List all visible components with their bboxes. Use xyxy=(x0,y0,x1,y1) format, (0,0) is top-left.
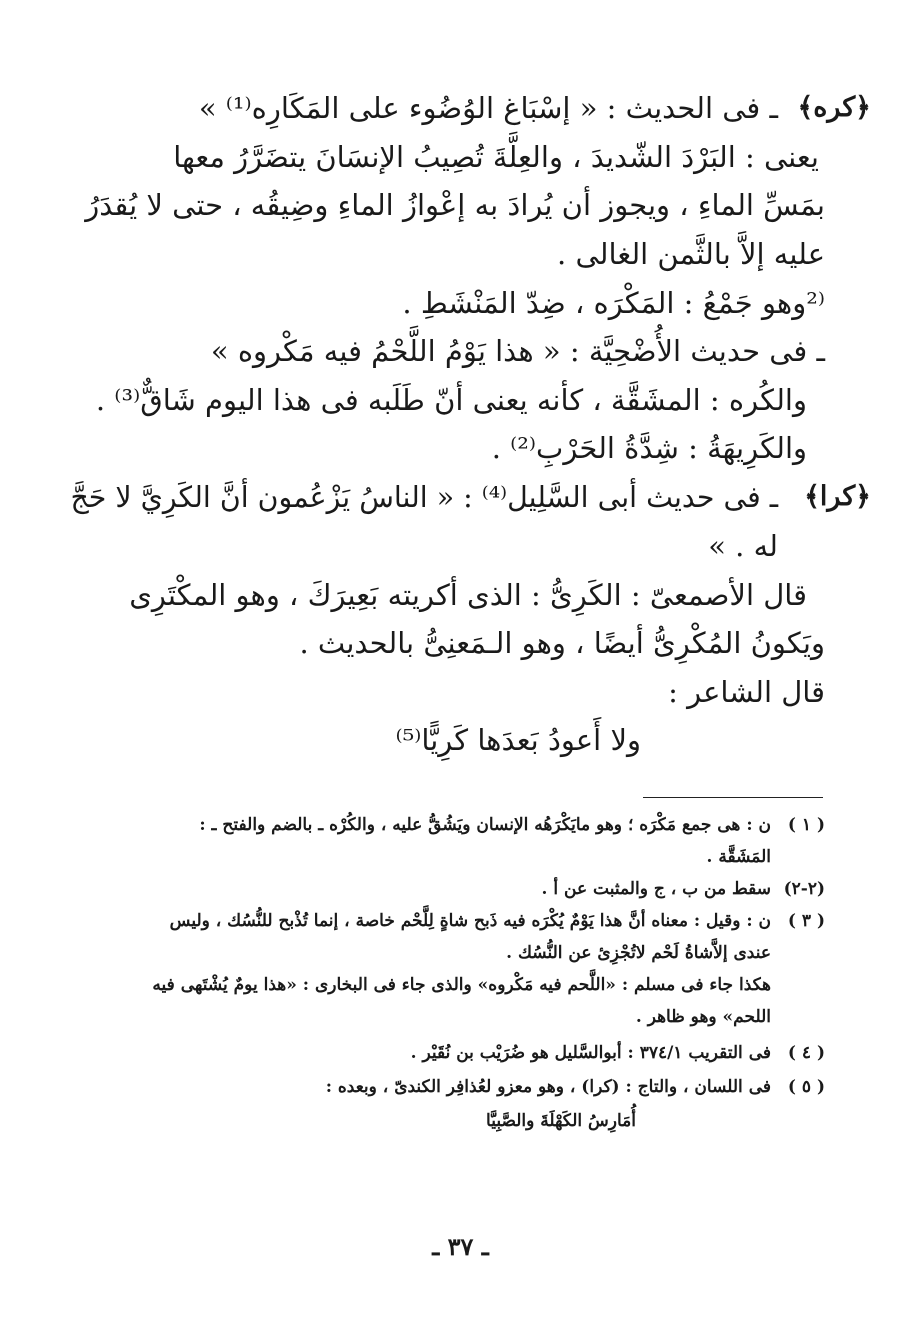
footnote-line: ن : هى جمع مَكْرَه ؛ وهو مايَكْرَهُه الإنسان ويَشُقُّ عليه ، والكُرْه ـ بالضم والفتح ـ : xyxy=(199,815,771,835)
footnote-number: ( ٣ ) xyxy=(787,911,825,931)
text-line: له . » xyxy=(708,529,778,563)
text-line: والكَرِيهَةُ : شِدَّةُ الحَرْبِ⁽²⁾ . xyxy=(491,431,807,465)
text-line: قال الأصمعىّ : الكَرِىُّ : الذى أكريته بَعِيرَكَ ، وهو المكْتَرِى xyxy=(129,578,807,612)
footnote-verse: أُمَارِسُ الكَهْلَةَ والصَّبِيَّا xyxy=(486,1111,636,1131)
footnote-number: ( ٤ ) xyxy=(787,1043,825,1063)
headword-kareh: ﴿كره﴾ xyxy=(797,92,871,123)
footnote-line: ن : وقيل : معناه أنَّ هذا يَوْمٌ يُكْرَه فيه ذَبح شاةٍ لِلَّحْم خاصة ، إنما تُذْبح للنُّسُك ، وليس xyxy=(169,911,771,931)
footnote-line: عندى إلاَّشاةُ لَحْم لاتُجْزِئ عن النُّسُك . xyxy=(506,943,771,963)
text-line: والكُره : المشَقَّة ، كأنه يعنى أنّ طَلَبه فى هذا اليوم شَاقٌّ⁽³⁾ . xyxy=(95,383,807,417)
text-line: قال الشاعر : xyxy=(668,675,825,709)
footnote-separator xyxy=(643,797,823,798)
footnote-number: (٢-٢) xyxy=(783,879,825,899)
footnote-line: اللحم» وهو ظاهر . xyxy=(635,1007,771,1027)
text-line: ـ فى حديث أبى السَّلِيل⁽⁴⁾ : « الناسُ يَزْعُمون أنَّ الكَرِيَّ لا حَجَّ xyxy=(70,480,778,514)
footnote-line: المَشَقَّة . xyxy=(706,847,771,867)
text-line: ـ فى الحديث : « إسْبَاغ الوُضُوء على المَكَارِه⁽¹⁾ » xyxy=(198,91,778,125)
footnote-line: فى اللسان ، والتاج : (كرا) ، وهو معزو لعُذافِر الكندىّ ، وبعده : xyxy=(325,1077,771,1097)
page-number: ـ ٣٧ ـ xyxy=(432,1232,489,1261)
text-line: ويَكونُ المُكْرِىُّ أيضًا ، وهو الـمَعنِىُّ بالحديث . xyxy=(299,626,825,660)
footnote-line: هكذا جاء فى مسلم : «اللَّحم فيه مَكْروه» والذى جاء فى البخارى : «هذا يومٌ يُشْتَهى فيه xyxy=(152,975,771,995)
text-line: عليه إلاَّ بالثَّمن الغالى . xyxy=(557,237,825,271)
text-line: بمَسِّ الماءِ ، ويجوز أن يُرادَ به إعْوازُ الماءِ وضِيقُه ، حتى لا يُقدَرُ xyxy=(85,188,825,222)
verse-line: ولا أَعودُ بَعدَها كَرِيًّا⁽⁵⁾ xyxy=(395,723,641,757)
headword-kara: ﴿كرا﴾ xyxy=(804,481,871,512)
footnote-number: ( ٥ ) xyxy=(787,1077,825,1097)
text-line: ⁽²وهو جَمْعُ : المَكْرَه ، ضِدّ المَنْشَطِ . xyxy=(402,286,825,320)
footnote-line: فى التقريب ٣٧٤/١ : أبوالسَّليل هو ضُرَيْب بن نُقَيْر . xyxy=(410,1043,771,1063)
footnote-line: سقط من ب ، ج والمثبت عن أ . xyxy=(541,879,771,899)
text-line: يعنى : البَرْدَ الشّديدَ ، والعِلَّةَ تُصِيبُ الإنسَانَ يتضَرَّرُ معها xyxy=(173,140,819,174)
footnote-number: ( ١ ) xyxy=(787,815,825,835)
text-line: ـ فى حديث الأُضْحِيَّة : « هذا يَوْمُ اللَّحْمُ فيه مَكْروه » xyxy=(210,334,825,368)
